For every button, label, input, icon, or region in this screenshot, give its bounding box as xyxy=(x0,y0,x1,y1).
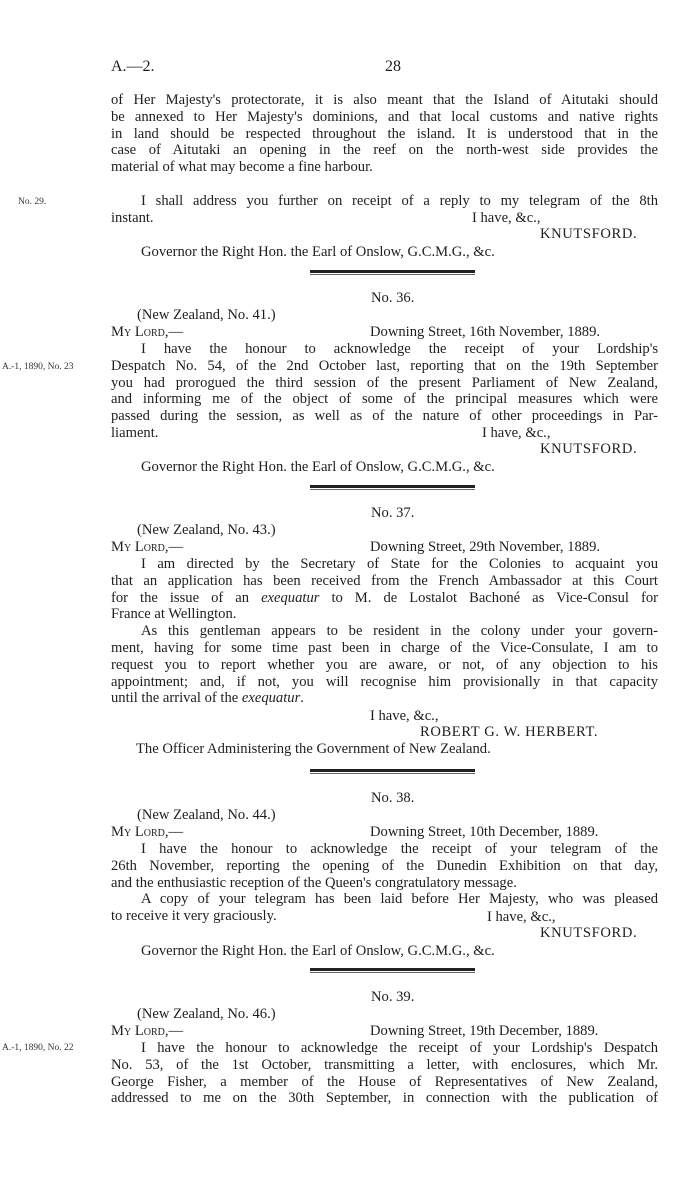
salutation: My Lord,— xyxy=(111,824,184,840)
letter-number: No. 39. xyxy=(371,989,415,1005)
dateline: Downing Street, 29th November, 1889. xyxy=(370,539,601,555)
addressee: Governor the Right Hon. the Earl of Onslow, G.C.M.G., &c. xyxy=(141,244,495,260)
despatch-reference: (New Zealand, No. 43.) xyxy=(137,522,276,538)
despatch-reference: (New Zealand, No. 46.) xyxy=(137,1006,276,1022)
paragraph: I shall address you further on receipt of a reply to my telegram of the 8th instant. xyxy=(111,193,658,226)
signature: KNUTSFORD. xyxy=(540,226,638,242)
margin-note: A.-1, 1890, No. 22 xyxy=(2,1043,74,1053)
section-divider xyxy=(310,485,475,488)
page-number: 28 xyxy=(385,58,401,75)
salutation: My Lord,— xyxy=(111,324,184,340)
dateline: Downing Street, 19th December, 1889. xyxy=(370,1023,599,1039)
signature: ROBERT G. W. HERBERT. xyxy=(420,724,599,740)
margin-note: No. 29. xyxy=(18,197,47,207)
dateline: Downing Street, 16th November, 1889. xyxy=(370,324,601,340)
letter-number: No. 37. xyxy=(371,505,415,521)
letter-body: I am directed by the Secretary of State for the Colonies to acquaint you that an application has been received from the French Ambassador at this Court for the issue of an exequatur to M. de Lostalot Bachoné as Vice-Consul for France at Wellington. As this gentleman appears to be resident in the colony under your govern- ment, having for some time past been in charge of the Vice-Consulate, I am to request you to report whether you are aware, or not, of any objection to his appointment; and, if not, you will recognise him provisionally in that capacity until the arrival of the exequatur. xyxy=(111,556,658,707)
closing: I have, &c., xyxy=(472,210,541,226)
signature: KNUTSFORD. xyxy=(540,925,638,941)
salutation: My Lord,— xyxy=(111,1023,184,1039)
section-divider xyxy=(310,769,475,772)
section-divider xyxy=(310,968,475,971)
letter-number: No. 36. xyxy=(371,290,415,306)
closing: I have, &c., xyxy=(370,708,439,724)
addressee: The Officer Administering the Government of New Zealand. xyxy=(136,741,491,757)
letter-body: I have the honour to acknowledge the receipt of your Lordship's Despatch No. 53, of the 1st October, transmitting a letter, with enclosures, which Mr. George Fisher, a member of the House of Representatives of New Zealand, addressed to me on the 30th September, in connection with the publication of xyxy=(111,1040,658,1107)
despatch-reference: (New Zealand, No. 44.) xyxy=(137,807,276,823)
letter-number: No. 38. xyxy=(371,790,415,806)
salutation: My Lord,— xyxy=(111,539,184,555)
dateline: Downing Street, 10th December, 1889. xyxy=(370,824,599,840)
section-divider xyxy=(310,270,475,273)
addressee: Governor the Right Hon. the Earl of Onslow, G.C.M.G., &c. xyxy=(141,943,495,959)
letter-body: I have the honour to acknowledge the receipt of your Lordship's Despatch No. 54, of the 2nd October last, reporting that on the 19th September you had prorogued the third session of the present Parliament of New Zealand, and informing me of the object of some of the principal measures which were passed during the session, as well as of the nature of other proceedings in Par- liament. xyxy=(111,341,658,441)
addressee: Governor the Right Hon. the Earl of Onslow, G.C.M.G., &c. xyxy=(141,459,495,475)
letter-body: I have the honour to acknowledge the receipt of your telegram of the 26th November, reporting the opening of the Dunedin Exhibition on that day, and the enthusiastic reception of the Queen's congratulatory message. A copy of your telegram has been laid before Her Majesty, who was pleased to receive it very graciously. xyxy=(111,841,658,925)
despatch-reference: (New Zealand, No. 41.) xyxy=(137,307,276,323)
signature: KNUTSFORD. xyxy=(540,441,638,457)
margin-note: A.-1, 1890, No. 23 xyxy=(2,362,74,372)
closing: I have, &c., xyxy=(482,425,551,441)
continuation-paragraph: of Her Majesty's protectorate, it is also meant that the Island of Aitutaki should be annexed to Her Majesty's dominions, and that local customs and native rights in land should be respected throughout the island. It is understood that in the case of Aitutaki an opening in the reef on the north-west side provides the material of what may become a fine harbour. xyxy=(111,92,658,176)
document-reference: A.—2. xyxy=(111,58,155,75)
closing: I have, &c., xyxy=(487,909,556,925)
